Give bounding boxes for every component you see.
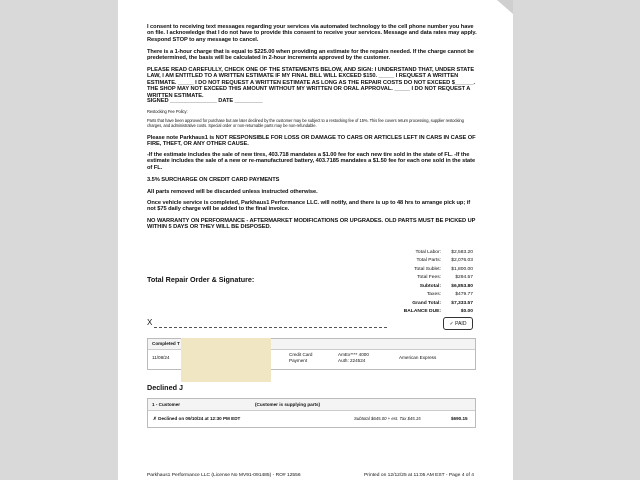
totals-row — [385, 257, 473, 266]
discard-parts-paragraph: All parts removed will be discarded unless instructed otherwise. — [147, 189, 318, 195]
totals-row — [385, 299, 473, 308]
signature-x-mark: X — [147, 318, 153, 327]
paid-badge: ✓ PAID — [443, 317, 473, 330]
totals-value: $7,333.57 — [451, 300, 473, 306]
declined-jobs-title: Declined J — [147, 383, 183, 392]
transaction-date: 11/08/24 — [152, 355, 170, 360]
pickup-paragraph: Once vehicle service is completed, Parkhaus1 Performance LLC. will notify, and there is up to 48 hrs to arrange pick up; if not $75 daily charge will be added to the final invoice. — [147, 200, 471, 213]
page-corner-fold — [497, 0, 513, 14]
written-estimate-paragraph: PLEASE READ CAREFULLY, CHECK ONE OF THE STATEMENTS BELOW, AND SIGN: I UNDERSTAND THAT, UNDER STATE LAW, I AM ENTITLED TO A WRITTEN ESTIMATE IF MY FINAL BILL WILL EXCEED $150. _____ I REQUEST A WRITTEN ESTIMATE. _____ I DO NOT REQUEST A WRITTEN ESTIMATE AS LONG AS THE REPAIR COSTS DO NOT EXCEED $______. THE SHOP MAY NOT EXCEED THIS AMOUNT WITHOUT MY WRITTEN OR ORAL APPROVAL. _____ I DO NOT REQUEST A WRITTEN ESTIMATE. — [147, 67, 476, 99]
totals-label: Total Labor: — [415, 249, 441, 255]
payment-method-line1: Credit Card — [289, 352, 313, 357]
totals-label: Taxes: — [426, 292, 441, 298]
declined-subtotal: Subtotal $645.00 + est. Tax $45.15 — [354, 416, 421, 421]
completed-header: Completed T — [152, 341, 180, 346]
surcharge-paragraph: 3.5% SURCHARGE ON CREDIT CARD PAYMENTS — [147, 177, 280, 183]
restocking-paragraph: Parts that have been approved for purchase but are later declined by the customer may be subject to a restocking fee of 15%. This fee covers return processing, supplier restocking charges, and administrative costs. Special order or non-returnable parts may be non-refundable. — [147, 118, 464, 128]
totals-row — [385, 265, 473, 274]
totals-value: $1,800.00 — [451, 266, 473, 272]
auth-code: Auth: 224524 — [338, 358, 366, 363]
footer-license: Parkhaus1 Performance LLC (License No MV91-091485) - RO# 12556 — [147, 473, 301, 478]
totals-row — [385, 291, 473, 300]
card-number: AmEx**** 4000 — [338, 352, 369, 357]
declined-line: ✗ Declined on 09/10/24 at 12:30 PM EDT — [153, 416, 241, 421]
totals-row — [385, 282, 473, 291]
totals-label: Total Fees: — [417, 275, 441, 281]
tire-battery-fee-paragraph: -If the estimate includes the sale of new tires, 403.718 mandates a $1.00 fee for each new tire sold in the state of FL. -If the estimate includes the sale of a new or re-manufactured battery, 403.7185 mandates a $1.50 fee for each one sold in the state of FL. — [147, 152, 476, 171]
totals-label: Total Sublet: — [414, 266, 441, 272]
totals-value: $2,583.20 — [451, 249, 473, 255]
totals-value: $2,076.03 — [451, 258, 473, 264]
declined-item-header-right: (Customer is supplying parts) — [255, 402, 321, 407]
totals-label: Subtotal: — [419, 283, 441, 289]
footer-printed: Printed on 12/12/25 at 11:05 AM EST - Page 4 of 4 — [364, 473, 474, 478]
totals-value: $6,853.80 — [451, 283, 473, 289]
signature-line[interactable] — [154, 327, 387, 328]
card-type: American Express — [399, 355, 437, 360]
declined-item-header-left: 1 - Customer — [152, 402, 181, 407]
totals-row — [385, 248, 473, 257]
totals-table — [385, 248, 473, 316]
liability-paragraph: Please note Parkhaus1 is NOT RESPONSIBLE FOR LOSS OR DAMAGE TO CARS OR ARTICLES LEFT IN CARS IN CASE OF FIRE, THEFT, OR ANY OTHER CAUSE. — [147, 135, 476, 148]
declined-total: $690.15 — [451, 416, 468, 421]
restocking-title: Restocking Fee Policy: — [147, 109, 188, 114]
payment-method-line2: Payment — [289, 358, 308, 363]
totals-value: $0.00 — [460, 309, 473, 315]
totals-value: $294.57 — [455, 275, 473, 281]
totals-value: $479.77 — [455, 292, 473, 298]
signature-section-title: Total Repair Order & Signature: — [147, 275, 255, 284]
warranty-paragraph: NO WARRANTY ON PERFORMANCE - AFTERMARKET MODIFICATIONS OR UPGRADES. OLD PARTS MUST BE PICKED UP WITHIN 5 DAYS OR THEY WILL BE DISPOSED. — [147, 218, 476, 231]
totals-row — [385, 274, 473, 283]
totals-label: Grand Total: — [412, 300, 441, 306]
totals-label: BALANCE DUE: — [403, 309, 441, 315]
totals-row — [385, 308, 473, 317]
redaction-patch — [181, 338, 271, 382]
text-consent-paragraph: I consent to receiving text messages regarding your services via automated technology to the cell phone number you have on file. I acknowledge that I do not have to provide this consent to receive your services. Message and data rates may apply. Respond STOP to any message to cancel. — [147, 24, 477, 43]
totals-label: Total Parts: — [416, 258, 441, 264]
estimate-charge-paragraph: There is a 1-hour charge that is equal to $225.00 when providing an estimate for the repairs needed. If the charge cannot be predetermined, the basis will be calculated in 2-hour increments approved by the customer. — [147, 49, 474, 62]
signature-date-line: SIGNED _______________ DATE _________ — [147, 98, 263, 104]
